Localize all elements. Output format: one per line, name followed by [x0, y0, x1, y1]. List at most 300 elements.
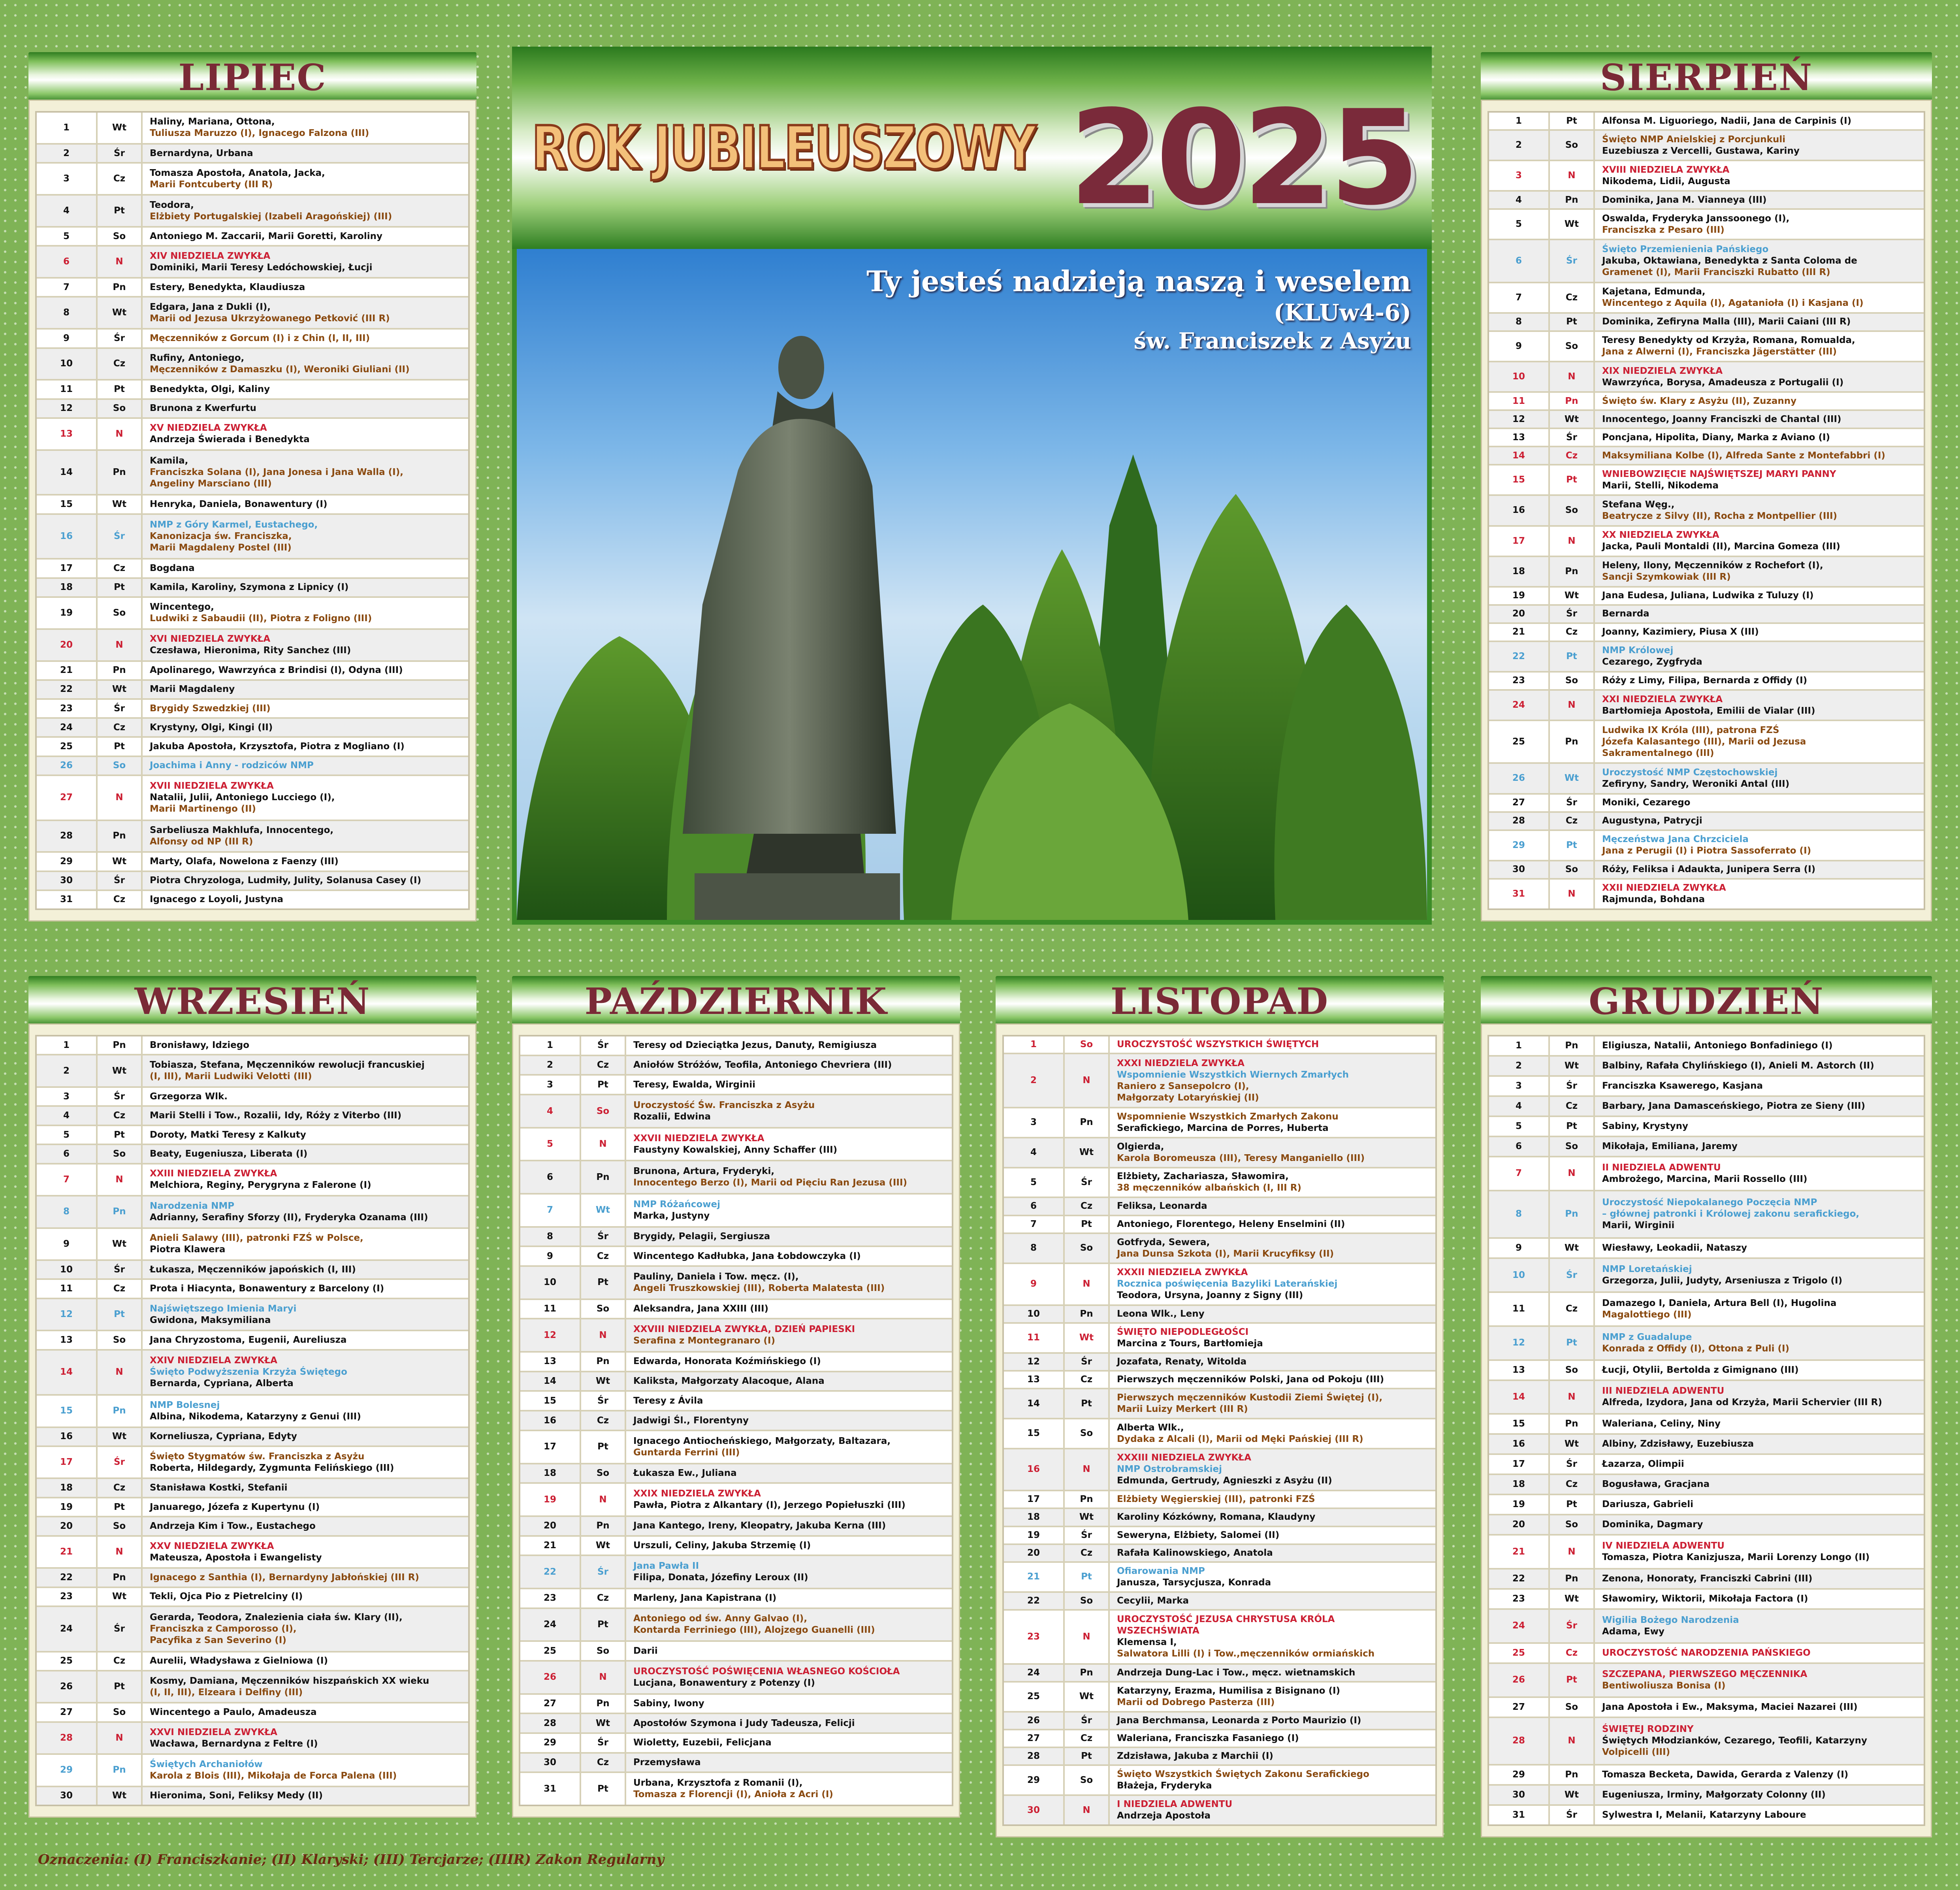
- weekday: Śr: [96, 1261, 141, 1278]
- weekday: So: [1063, 1234, 1108, 1263]
- day-row: [37, 1036, 468, 1055]
- weekday: Pn: [1548, 1036, 1593, 1055]
- day-description: [141, 279, 468, 296]
- day-number: 21: [60, 665, 73, 676]
- day-number: 24: [1512, 1621, 1525, 1631]
- day-row: [520, 1589, 952, 1609]
- weekday: Pt: [1548, 314, 1593, 330]
- day-row: [1489, 1327, 1924, 1361]
- day-description: [141, 1671, 468, 1702]
- description-line: WSZECHŚWIATA: [1117, 1626, 1199, 1636]
- description-line: Świętych Młodzianków, Cezarego, Teofili, Katarzyny: [1602, 1735, 1868, 1746]
- day-description: [141, 662, 468, 679]
- day-row: [1489, 1610, 1924, 1644]
- day-number: 15: [60, 499, 73, 510]
- weekday: Śr: [96, 872, 141, 889]
- day-description: [141, 1653, 468, 1670]
- day-number: 30: [1512, 864, 1525, 875]
- day-description: [141, 1351, 468, 1394]
- weekday: So: [580, 1642, 625, 1660]
- day-number: 10: [543, 1277, 556, 1288]
- day-description: [1593, 880, 1924, 908]
- weekday: So: [96, 757, 141, 774]
- description-line: Wiesławy, Leokadii, Nataszy: [1602, 1243, 1747, 1253]
- day-number: 7: [546, 1205, 553, 1215]
- day-row: [1489, 1239, 1924, 1259]
- description-line: Darii: [633, 1645, 658, 1656]
- month-title: SIERPIEŃ: [1600, 56, 1813, 99]
- day-description: [1108, 1354, 1435, 1370]
- day-number: 30: [60, 1790, 73, 1801]
- day-row: [37, 1145, 468, 1164]
- day-number: 27: [1027, 1733, 1040, 1744]
- weekday: Śr: [1063, 1527, 1108, 1543]
- weekday: Pn: [1063, 1306, 1108, 1322]
- day-number: 22: [543, 1566, 556, 1577]
- day-number: 26: [543, 1672, 556, 1683]
- day-row: [520, 1484, 952, 1517]
- day-row: [1004, 1054, 1435, 1108]
- description-line: Tomasza, Piotra Kanizjusza, Marii Lorenzy Longo (II): [1602, 1552, 1870, 1563]
- weekday: So: [1063, 1766, 1108, 1794]
- description-line: Narodzenia NMP: [150, 1200, 235, 1211]
- weekday: Pn: [580, 1161, 625, 1193]
- weekday: Pt: [1063, 1389, 1108, 1418]
- day-row: [1004, 1545, 1435, 1563]
- month-title: GRUDZIEŃ: [1589, 980, 1824, 1023]
- weekday: Wt: [1548, 1057, 1593, 1075]
- description-line: Jana z Perugii (I) i Piotra Sassoferrato (I): [1602, 846, 1811, 856]
- month-body: [512, 1023, 960, 1818]
- day-number: 18: [60, 1483, 73, 1493]
- day-number: 12: [1512, 1338, 1525, 1348]
- day-description: [625, 1411, 952, 1430]
- day-description: [625, 1695, 952, 1713]
- weekday: Śr: [1063, 1713, 1108, 1729]
- day-row: [37, 1537, 468, 1569]
- day-number: 2: [63, 148, 70, 158]
- day-row: [1489, 1806, 1924, 1824]
- description-line: Ofiarowania NMP: [1117, 1566, 1205, 1576]
- day-description: [625, 1642, 952, 1660]
- day-description: [1108, 1324, 1435, 1352]
- day-description: [1108, 1491, 1435, 1507]
- day-description: [141, 1261, 468, 1278]
- day-number: 3: [63, 1091, 70, 1102]
- day-description: [1593, 411, 1924, 428]
- day-number: 2: [1515, 1060, 1522, 1071]
- day-number: 27: [1512, 1702, 1525, 1712]
- day-description: [625, 1247, 952, 1265]
- description-line: Barbary, Jana Damasceńskiego, Piotra ze Sieny (III): [1602, 1100, 1866, 1111]
- weekday: Cz: [96, 1479, 141, 1496]
- day-row: [37, 196, 468, 228]
- day-number: 15: [1512, 1419, 1525, 1429]
- day-row: [1489, 314, 1924, 332]
- banner-year: 2025: [1069, 82, 1416, 234]
- day-row: [37, 776, 468, 821]
- day-number: 22: [1512, 1573, 1525, 1584]
- day-description: [1108, 1545, 1435, 1561]
- description-line: Jana Chryzostoma, Eugenii, Aureliusza: [150, 1335, 347, 1345]
- description-line: Serafina z Montegranaro (I): [633, 1336, 775, 1346]
- weekday: Pn: [580, 1517, 625, 1535]
- day-row: [520, 1411, 952, 1431]
- weekday: N: [1548, 161, 1593, 190]
- description-line: Męczenników z Damaszku (I), Weroniki Giuliani (II): [150, 364, 410, 375]
- description-line: Uroczystość Niepokalanego Poczęcia NMP: [1602, 1197, 1817, 1208]
- day-description: [141, 579, 468, 596]
- day-row: [1004, 1748, 1435, 1766]
- weekday: Pn: [96, 1755, 141, 1785]
- day-number: 8: [1515, 317, 1522, 327]
- day-description: [625, 1392, 952, 1410]
- description-line: Franciszka Ksawerego, Kasjana: [1602, 1080, 1763, 1091]
- weekday: Wt: [96, 1588, 141, 1605]
- description-line: Róży, Feliksa i Adaukta, Junipera Serra (I): [1602, 864, 1816, 875]
- weekday: Pt: [1548, 1327, 1593, 1359]
- day-description: [1593, 1455, 1924, 1474]
- description-line: Jana Eudesa, Juliana, Ludwika z Tuluzy (I): [1602, 590, 1814, 601]
- day-row: [1004, 1665, 1435, 1683]
- day-row: [37, 113, 468, 145]
- day-number: 14: [1512, 1391, 1525, 1402]
- weekday: Wt: [1548, 1590, 1593, 1608]
- day-row: [1489, 1361, 1924, 1381]
- day-row: [520, 1556, 952, 1589]
- day-number: 10: [1027, 1308, 1040, 1319]
- day-description: [1593, 691, 1924, 720]
- day-number: 15: [543, 1395, 556, 1406]
- day-description: [1108, 1264, 1435, 1304]
- day-number: 26: [1512, 1675, 1525, 1685]
- day-row: [37, 1447, 468, 1479]
- day-number: 10: [1512, 1270, 1525, 1280]
- weekday: Pt: [96, 196, 141, 226]
- description-line: Edmunda, Gertrudy, Agnieszki z Asyżu (II): [1117, 1475, 1332, 1486]
- description-line: Tekli, Ojca Pio z Pietrelciny (I): [150, 1591, 303, 1602]
- day-row: [520, 1195, 952, 1228]
- weekday: N: [96, 419, 141, 449]
- day-description: [1593, 429, 1924, 446]
- day-description: [1108, 1216, 1435, 1232]
- day-number: 6: [546, 1172, 553, 1182]
- description-line: Stefana Węg.,: [1602, 499, 1675, 510]
- day-number: 2: [1030, 1075, 1037, 1086]
- day-row: [520, 1662, 952, 1695]
- day-row: [1489, 1097, 1924, 1117]
- day-row: [1004, 1713, 1435, 1730]
- description-line: Ludwika IX Króla (III), patrona FZŚ: [1602, 725, 1779, 735]
- day-number: 7: [1515, 292, 1522, 303]
- description-line: Innocentego, Joanny Franciszki de Chantal (III): [1602, 414, 1841, 424]
- description-line: Haliny, Mariana, Ottona,: [150, 117, 275, 127]
- day-number: 14: [1512, 450, 1525, 461]
- weekday: N: [96, 630, 141, 660]
- month-header: [1481, 52, 1932, 103]
- day-row: [1004, 1766, 1435, 1796]
- day-row: [37, 719, 468, 738]
- weekday: Pt: [580, 1773, 625, 1805]
- weekday: So: [96, 1703, 141, 1721]
- day-row: [520, 1734, 952, 1754]
- description-line: Róży z Limy, Filipa, Bernarda z Offidy (I): [1602, 675, 1807, 686]
- day-number: 5: [1515, 1121, 1522, 1131]
- description-line: Marii Magdaleny Postel (III): [150, 542, 292, 553]
- day-row: [520, 1372, 952, 1392]
- day-row: [1489, 332, 1924, 362]
- weekday: N: [1548, 880, 1593, 908]
- day-row: [1489, 283, 1924, 314]
- day-number: 20: [543, 1521, 556, 1531]
- weekday: N: [96, 1537, 141, 1567]
- description-line: – głównej patronki i Królowej zakonu serafickiego,: [1602, 1209, 1860, 1219]
- day-row: [1489, 1057, 1924, 1077]
- day-number: 24: [60, 722, 73, 733]
- day-number: 13: [1027, 1374, 1040, 1385]
- description-line: Elżbiety, Zachariasza, Sławomira,: [1117, 1171, 1289, 1182]
- day-number: 27: [1512, 797, 1525, 808]
- day-number: 14: [543, 1376, 556, 1387]
- day-number: 9: [1030, 1279, 1037, 1289]
- day-description: [141, 228, 468, 245]
- day-number: 23: [1512, 1594, 1525, 1604]
- day-description: [625, 1353, 952, 1371]
- description-line: Święto Przemienienia Pańskiego: [1602, 244, 1769, 255]
- description-line: Krystyny, Olgi, Kingi (II): [150, 722, 273, 733]
- weekday: Wt: [96, 853, 141, 870]
- day-row: [1004, 1449, 1435, 1491]
- weekday: Pt: [96, 1299, 141, 1330]
- weekday: Śr: [1548, 606, 1593, 622]
- day-description: [141, 872, 468, 889]
- weekday: Śr: [1548, 1610, 1593, 1642]
- description-line: Teodora, Ursyna, Joanny z Signy (III): [1117, 1290, 1303, 1301]
- description-line: Zefiryny, Sandry, Weroniki Antal (III): [1602, 778, 1790, 789]
- description-line: Aleksandra, Jana XXIII (III): [633, 1304, 769, 1314]
- description-line: Andrzeja Dung-Lac i Tow., męcz. wietnamskich: [1117, 1667, 1356, 1678]
- day-description: [625, 1161, 952, 1193]
- day-row: [1489, 557, 1924, 588]
- day-description: [625, 1372, 952, 1391]
- day-number: 11: [1512, 1304, 1525, 1314]
- day-row: [37, 330, 468, 349]
- weekday: Pn: [96, 821, 141, 852]
- day-description: [1108, 1138, 1435, 1167]
- description-line: Brunona z Kwerfurtu: [150, 403, 256, 414]
- description-line: Marii Stelli i Tow., Rozalii, Idy, Róży z Viterbo (III): [150, 1110, 402, 1121]
- weekday: Cz: [1548, 1475, 1593, 1494]
- day-row: [1489, 1415, 1924, 1435]
- day-description: [625, 1036, 952, 1055]
- day-table: [1487, 111, 1925, 910]
- day-row: [1489, 496, 1924, 526]
- day-description: [1593, 1381, 1924, 1413]
- day-number: 24: [1512, 700, 1525, 710]
- description-line: NMP z Góry Karmel, Eustachego,: [150, 519, 318, 530]
- description-line: Beatrycze z Silvy (II), Rocha z Montpellier (III): [1602, 511, 1838, 521]
- description-line: Kaliksta, Małgorzaty Alacoque, Alana: [633, 1376, 825, 1387]
- day-row: [1489, 1570, 1924, 1590]
- description-line: Poncjana, Hipolita, Diany, Marka z Aviano (I): [1602, 432, 1830, 443]
- day-description: [141, 1299, 468, 1330]
- day-description: [625, 1056, 952, 1074]
- description-line: Błażeja, Fryderyka: [1117, 1781, 1212, 1791]
- description-line: Brunona, Artura, Fryderyki,: [633, 1166, 775, 1177]
- day-row: [37, 1126, 468, 1145]
- day-number: 26: [60, 1681, 73, 1692]
- weekday: Pn: [1548, 1415, 1593, 1433]
- description-line: Czesława, Hieronima, Rity Sanchez (III): [150, 645, 351, 656]
- weekday: Pn: [96, 1396, 141, 1426]
- weekday: Cz: [1548, 1644, 1593, 1662]
- day-description: [1593, 831, 1924, 860]
- description-line: Rajmunda, Bohdana: [1602, 894, 1705, 905]
- day-description: [1593, 283, 1924, 312]
- weekday: N: [1548, 362, 1593, 391]
- description-line: Franciszka z Pesaro (III): [1602, 224, 1725, 235]
- day-row: [37, 381, 468, 399]
- description-line: Januarego, Józefa z Kupertynu (I): [150, 1502, 320, 1512]
- description-line: NMP Różańcowej: [633, 1199, 720, 1210]
- day-row: [1004, 1419, 1435, 1449]
- day-row: [520, 1353, 952, 1372]
- description-line: Józefa Kalasantego (III), Marii od Jezusa: [1602, 736, 1806, 747]
- description-line: Bartłomieja Apostoła, Emilii de Vialar (III): [1602, 705, 1815, 716]
- description-line: Innocentego Berzo (I), Marii od Pięciu Ran Jezusa (III): [633, 1178, 908, 1188]
- day-number: 22: [60, 684, 73, 695]
- day-description: [625, 1537, 952, 1555]
- day-description: [1593, 1117, 1924, 1136]
- day-description: [625, 1300, 952, 1318]
- description-line: Waleriana, Celiny, Niny: [1602, 1419, 1721, 1429]
- weekday: Cz: [580, 1056, 625, 1074]
- day-number: 6: [1515, 256, 1522, 266]
- weekday: N: [96, 1351, 141, 1394]
- description-line: UROCZYSTOŚĆ JEZUSA CHRYSTUSA KRÓLA: [1117, 1614, 1335, 1625]
- day-row: [37, 757, 468, 776]
- day-row: [37, 279, 468, 298]
- day-description: [141, 1107, 468, 1124]
- description-line: Sakramentalnego (III): [1602, 748, 1714, 758]
- day-number: 19: [1512, 1499, 1525, 1510]
- description-line: XXXI NIEDZIELA ZWYKŁA: [1117, 1058, 1245, 1068]
- day-description: [1108, 1389, 1435, 1418]
- day-description: [1593, 332, 1924, 361]
- weekday: Cz: [1063, 1545, 1108, 1561]
- day-description: [141, 738, 468, 755]
- day-description: [625, 1754, 952, 1772]
- day-row: [37, 1671, 468, 1703]
- description-line: Teresy, Ewalda, Wirginii: [633, 1079, 755, 1090]
- day-description: [141, 776, 468, 820]
- day-number: 31: [60, 894, 73, 905]
- day-description: [1593, 1327, 1924, 1359]
- description-line: Feliksa, Leonarda: [1117, 1201, 1207, 1212]
- day-row: [520, 1300, 952, 1320]
- description-line: Tuliusza Maruzzo (I), Ignacego Falzona (III): [150, 128, 369, 139]
- weekday: Pn: [1063, 1108, 1108, 1137]
- day-row: [1004, 1234, 1435, 1264]
- day-description: [141, 164, 468, 194]
- description-line: (I, III), Marii Ludwiki Velotti (III): [150, 1071, 312, 1082]
- day-number: 10: [60, 1264, 73, 1275]
- weekday: N: [1548, 1718, 1593, 1764]
- day-description: [1593, 496, 1924, 525]
- weekday: Pt: [580, 1609, 625, 1641]
- description-line: Salwatora Lilli (I) i Tow.,męczenników ormiańskich: [1117, 1649, 1375, 1659]
- day-row: [1004, 1264, 1435, 1306]
- day-number: 3: [1515, 1080, 1522, 1091]
- day-row: [1004, 1683, 1435, 1713]
- month-title: LISTOPAD: [1110, 980, 1329, 1023]
- day-description: [1108, 1766, 1435, 1794]
- day-number: 18: [543, 1468, 556, 1478]
- day-row: [1004, 1509, 1435, 1527]
- weekday: So: [1548, 1361, 1593, 1379]
- description-line: Adama, Ewy: [1602, 1626, 1664, 1637]
- description-line: Olgierda,: [1117, 1141, 1164, 1152]
- day-number: 2: [1515, 140, 1522, 151]
- day-number: 5: [1515, 219, 1522, 230]
- day-description: [141, 1569, 468, 1586]
- description-line: Rufiny, Antoniego,: [150, 352, 245, 363]
- weekday: N: [96, 1165, 141, 1195]
- day-number: 29: [1512, 840, 1525, 850]
- weekday: Cz: [1063, 1730, 1108, 1747]
- day-number: 15: [60, 1406, 73, 1416]
- day-number: 19: [60, 1502, 73, 1512]
- weekday: Pn: [1063, 1665, 1108, 1681]
- weekday: Śr: [1548, 795, 1593, 811]
- month-panel-wrzesien: [28, 976, 476, 1818]
- weekday: Cz: [96, 719, 141, 736]
- day-row: [1004, 1198, 1435, 1216]
- description-line: Augustyna, Patrycji: [1602, 816, 1702, 826]
- day-row: [1489, 606, 1924, 624]
- day-description: [141, 560, 468, 577]
- day-row: [37, 1787, 468, 1805]
- weekday: Śr: [580, 1734, 625, 1752]
- day-row: [1004, 1138, 1435, 1168]
- day-row: [1489, 1381, 1924, 1415]
- description-line: Dydaka z Alcali (I), Marii od Męki Pańskiej (III R): [1117, 1434, 1363, 1444]
- description-line: Euzebiusza z Vercelli, Gustawa, Kariny: [1602, 145, 1800, 156]
- month-header: [1481, 976, 1932, 1027]
- weekday: N: [96, 1723, 141, 1753]
- day-description: [625, 1076, 952, 1094]
- description-line: Guntarda Ferrini (III): [633, 1447, 740, 1458]
- description-line: XXXIII NIEDZIELA ZWYKŁA: [1117, 1453, 1251, 1463]
- day-row: [37, 1755, 468, 1787]
- weekday: Cz: [1548, 447, 1593, 464]
- description-line: (I, II, III), Elzeara i Delfiny (III): [150, 1687, 303, 1698]
- day-description: [1593, 557, 1924, 586]
- weekday: Pt: [1063, 1216, 1108, 1232]
- description-line: NMP Bolesnej: [150, 1400, 220, 1410]
- description-line: Marcina z Tours, Bartłomieja: [1117, 1338, 1263, 1349]
- description-line: Jakuba Apostoła, Krzysztofa, Piotra z Mogliano (I): [150, 741, 405, 752]
- description-line: Wspomnienie Wszystkich Zmarłych Zakonu: [1117, 1111, 1339, 1122]
- description-line: Karola z Blois (III), Mikołaja de Forca Palena (III): [150, 1770, 397, 1781]
- day-row: [1489, 465, 1924, 496]
- day-description: [141, 700, 468, 717]
- day-number: 16: [1027, 1464, 1040, 1475]
- day-row: [37, 738, 468, 757]
- day-number: 28: [1512, 1735, 1525, 1746]
- description-line: III NIEDZIELA ADWENTU: [1602, 1386, 1725, 1396]
- weekday: So: [96, 400, 141, 417]
